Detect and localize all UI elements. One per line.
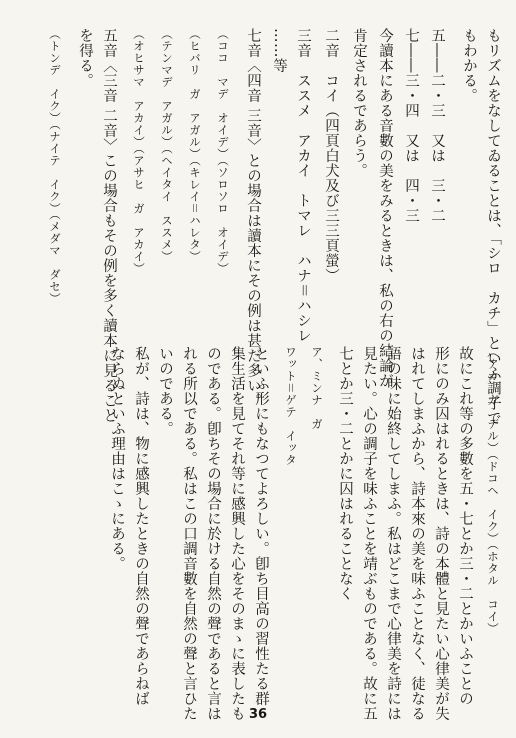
text-column: 五音〈三音 二音〉この場合もその例を多く讀本に見ること [101, 28, 117, 424]
text-column: （テンマデ アガル）（ヘイタイ ススメ） [160, 28, 174, 263]
text-column: 故にこれ等の多數を五・七とか三・二とかいふことの [457, 346, 473, 706]
text-column: （アカ ガ デル）（ドコヘ イク）（ホタル コイ） [486, 346, 500, 635]
text-column: 私が、詩は、物に感興したときの自然の聲であらねば [133, 346, 149, 706]
text-column: を得る。 [77, 28, 93, 88]
text-column: れる所以である。私はこの口調音數を自然の聲と言ひた [181, 346, 197, 721]
text-column: （トンデ イク）（ナイテ イク）（メダマ ダセ） [48, 28, 62, 305]
text-column: 七――三・四 又は 四・三 [403, 28, 419, 223]
text-column: 見たい。心の調子を味ふことを靖ぶものである。故に五 [361, 346, 377, 721]
text-column: はれてしまふから、詩本來の美を味ふことなく、徒なる [409, 346, 425, 721]
text-column: 二音 コイ（四頁白犬及び三三頁螢） [323, 28, 339, 283]
text-column: ならぬといふ理由はこゝにある。 [109, 346, 125, 571]
text-column: 今讀本にある音數の美をみるときは、私の右の結論が [377, 28, 393, 388]
text-column: もわかる。 [461, 28, 477, 103]
text-column: ア、ミンナ ガ [310, 346, 324, 430]
text-column: 三音 ススメ アカイ トマレ ハナ＝ハシレ [295, 28, 311, 343]
text-column: のである。卽ちその場合に於ける自然の聲であると言は [205, 346, 221, 721]
page-number: 36 [248, 707, 268, 722]
text-column: ……等 [271, 28, 287, 73]
text-column: 集生活を見てそれ等に感興した心をそのまゝに表したも [229, 346, 245, 721]
text-column: もリズムをなしてゐることは、「シロ カチ」といふ調子で [485, 28, 501, 426]
text-column: いのである。 [157, 346, 173, 436]
text-column: 形にのみ囚はれるときは、詩の本體と見たい心律美が失 [433, 346, 449, 721]
text-column: 肯定されるであらう。 [351, 28, 367, 178]
text-column: 五――二・三 又は 三・二 [429, 28, 445, 223]
text-column: （ヒバリ ガ アガル）（キレイ＝ハレタ） [188, 28, 202, 263]
text-column: といふ形にもなつてよろしい。卽ち目高の習性たる群 [253, 346, 269, 706]
text-column: 七音〈四音 三音〉との場合は讀本にその例は甚だ多い。 [245, 28, 261, 409]
text-column: 語の味に始終してしまふ。私はどこまで心律美を詩には [385, 346, 401, 721]
text-column: （ココ マデ オイデ）（ソロソロ オイデ） [216, 28, 230, 275]
text-column: （オヒサマ アカイ）（アサヒ ガ アカイ） [132, 28, 146, 275]
text-column: 七とか三・二とかに囚はれることなく [337, 346, 353, 601]
text-column: ワット＝ゲテ イッタ [284, 346, 298, 466]
